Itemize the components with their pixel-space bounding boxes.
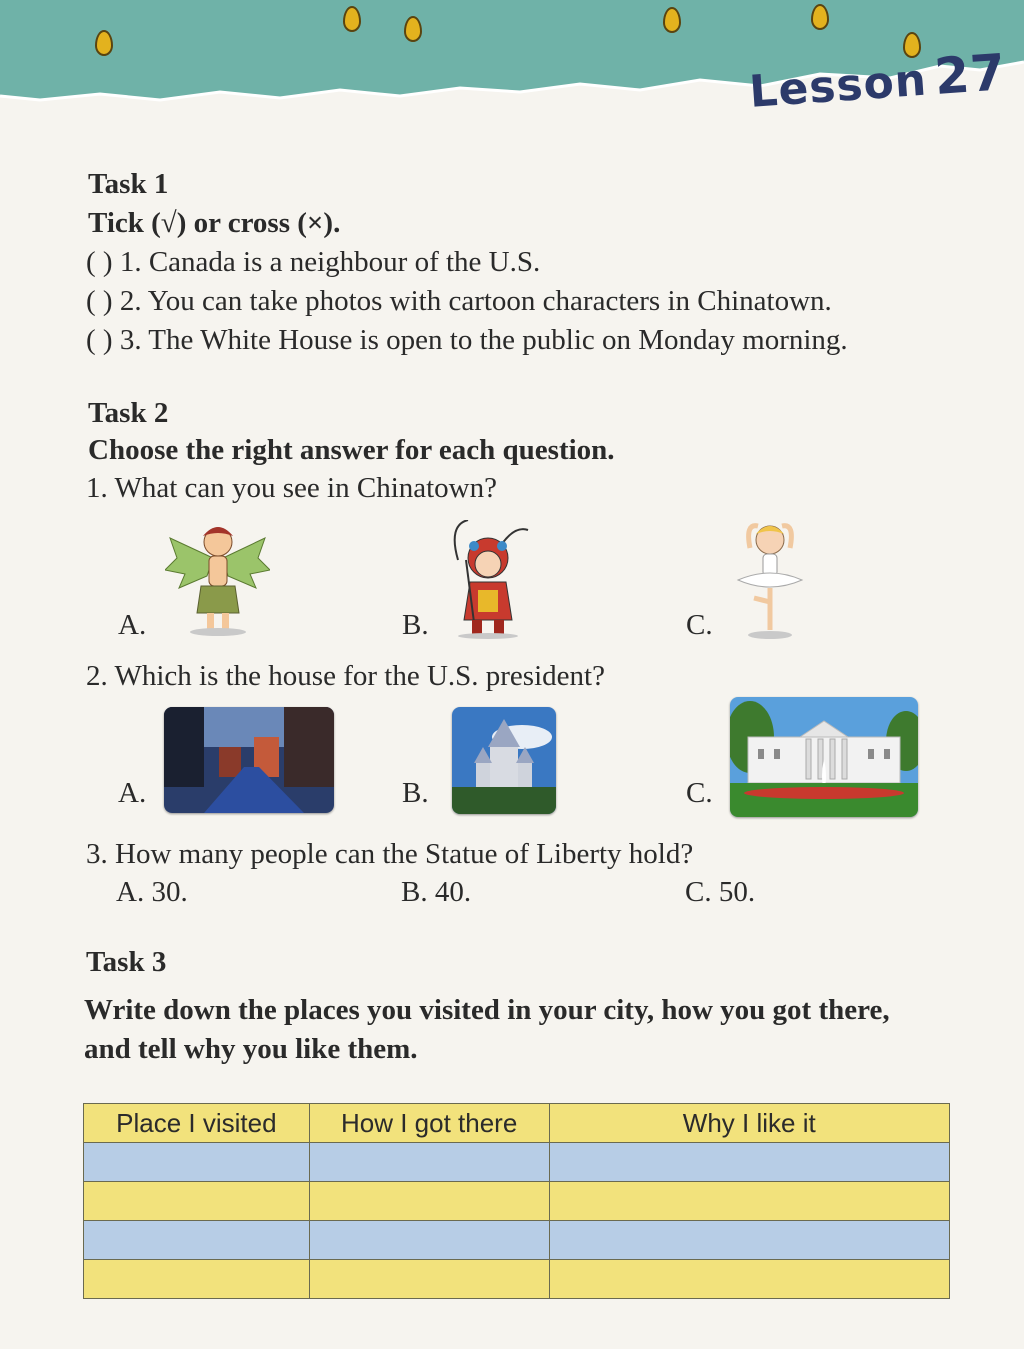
drop-icon [95,30,113,56]
drop-icon [343,6,361,32]
drop-icon [404,16,422,42]
hula-dancer-icon [165,518,270,636]
opera-performer-icon [438,520,538,640]
task1-title: Task 1 [88,168,169,200]
drop-icon [663,7,681,33]
task1-item-1: ( ) 1. Canada is a neighbour of the U.S. [86,246,541,278]
castle-photo [452,707,556,814]
task3-instruction-line1: Write down the places you visited in your city, how you got there, [84,994,890,1026]
lesson-word: Lesson [747,54,929,118]
header-why-like-it: Why I like it [549,1104,950,1143]
table-cell[interactable] [309,1143,549,1182]
table-cell[interactable] [84,1143,310,1182]
task3-title: Task 3 [86,946,167,978]
q1-option-b: B. [402,609,429,641]
header-how-got-there: How I got there [309,1104,549,1143]
white-house-photo [730,697,918,817]
task1-item-2: ( ) 2. You can take photos with cartoon characters in Chinatown. [86,285,832,317]
task2-q1: 1. What can you see in Chinatown? [86,472,497,504]
table-cell[interactable] [84,1182,310,1221]
task2-instruction: Choose the right answer for each question. [88,434,615,466]
table-cell[interactable] [309,1260,549,1299]
task3-table [83,1103,950,1299]
ballet-dancer-icon [730,518,810,640]
table-row [84,1143,950,1182]
task2-q3: 3. How many people can the Statue of Liberty hold? [86,838,694,870]
q1-option-c: C. [686,609,713,641]
drop-icon [811,4,829,30]
task3-instruction-line2: and tell why you like them. [84,1033,418,1065]
table-row [84,1221,950,1260]
table-cell[interactable] [84,1221,310,1260]
table-cell[interactable] [84,1260,310,1299]
task2-q2: 2. Which is the house for the U.S. president? [86,660,605,692]
q3-option-b: B. 40. [401,876,472,908]
table-cell[interactable] [549,1143,950,1182]
table-cell[interactable] [309,1182,549,1221]
task2-title: Task 2 [88,397,169,429]
header-place-visited: Place I visited [84,1104,310,1143]
table-cell[interactable] [549,1182,950,1221]
lesson-number: 27 [932,43,1008,106]
street-photo [164,707,334,813]
q3-option-a: A. 30. [116,876,188,908]
table-cell[interactable] [549,1260,950,1299]
table-cell[interactable] [549,1221,950,1260]
q2-option-c: C. [686,777,713,809]
q3-option-c: C. 50. [685,876,756,908]
q1-option-a: A. [118,609,147,641]
q2-option-a: A. [118,777,147,809]
table-row [84,1260,950,1299]
task1-item-3: ( ) 3. The White House is open to the public on Monday morning. [86,324,848,356]
table-cell[interactable] [309,1221,549,1260]
table-header-row [84,1104,950,1143]
table-row [84,1182,950,1221]
task1-instruction: Tick (√) or cross (×). [88,207,341,239]
q2-option-b: B. [402,777,429,809]
